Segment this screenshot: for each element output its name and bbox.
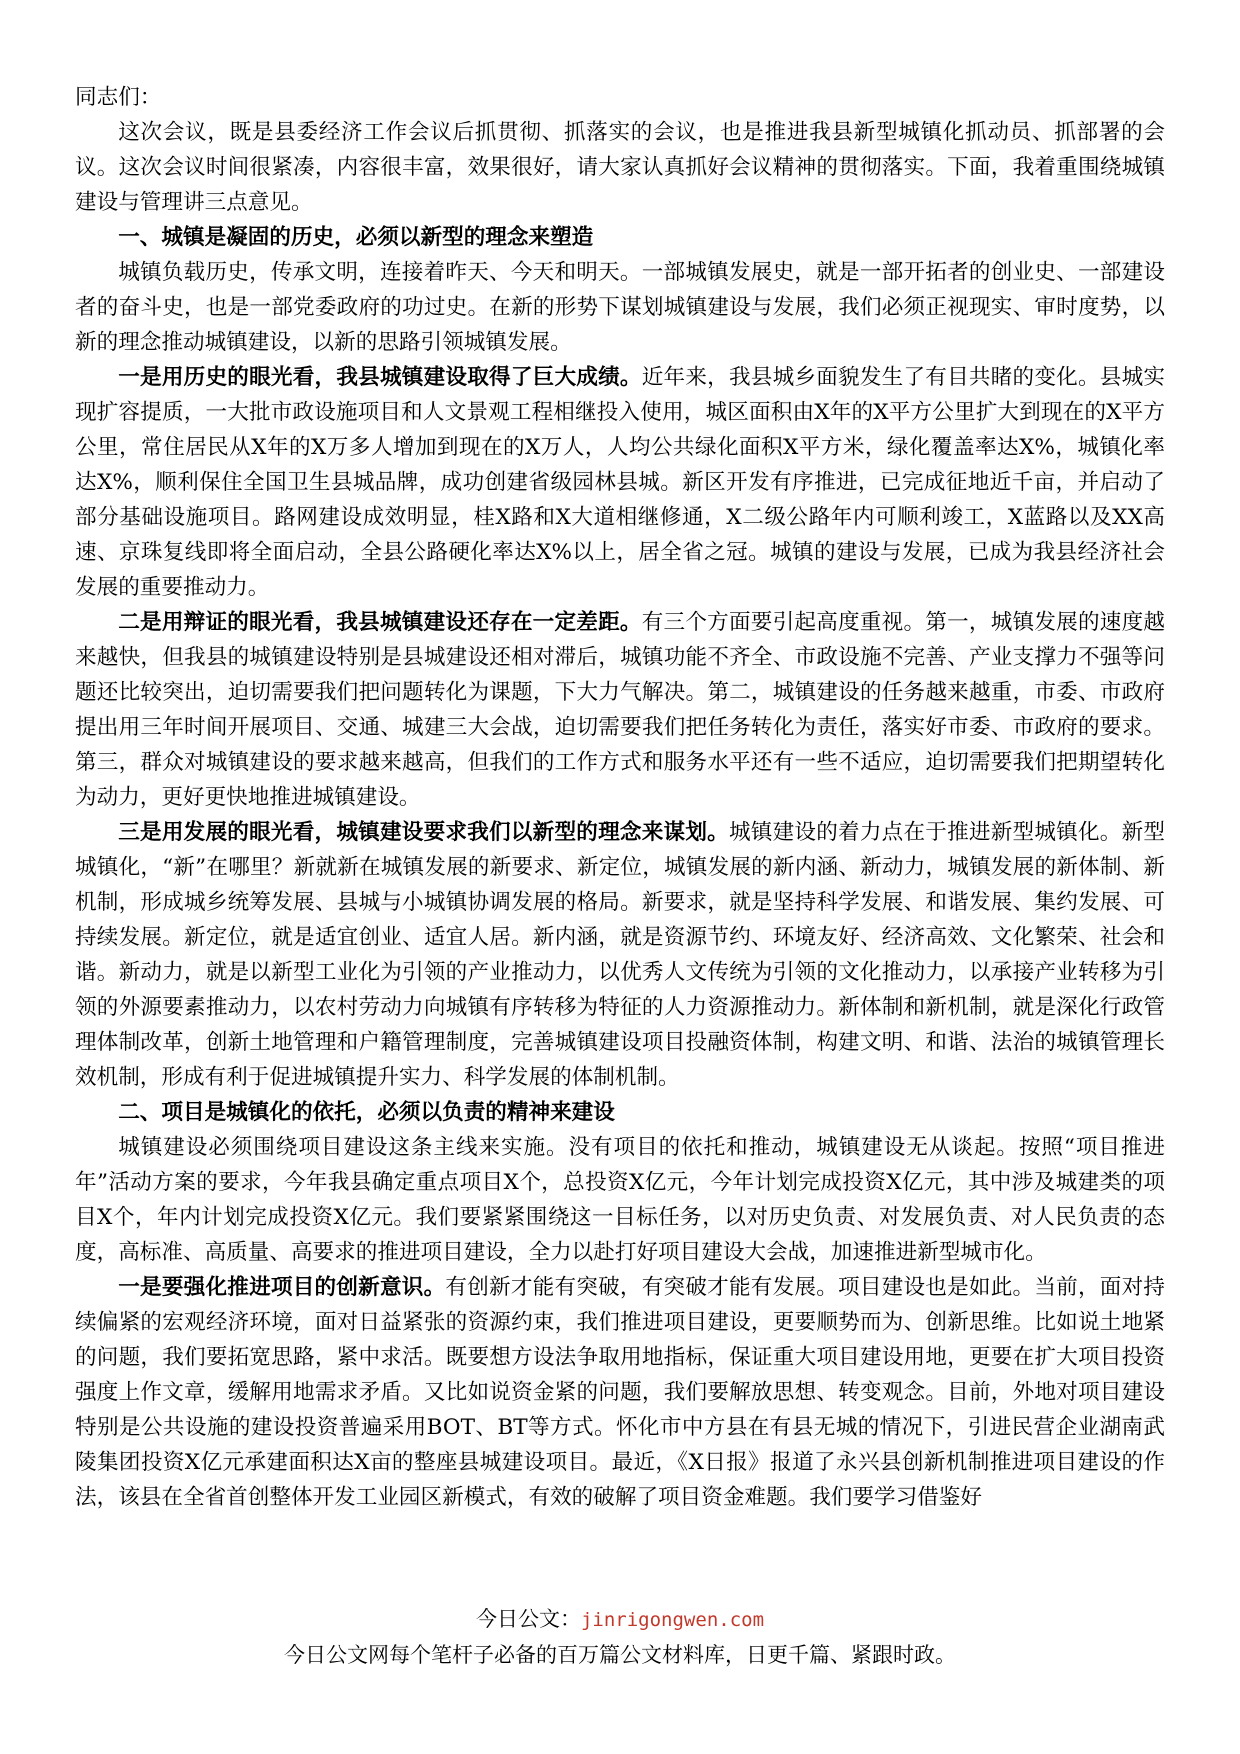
salutation: 同志们： bbox=[75, 85, 162, 110]
footer-brand: 今日公文 bbox=[475, 1607, 560, 1631]
paragraph-lead: 一是用历史的眼光看，我县城镇建设取得了巨大成绩。 bbox=[118, 365, 642, 390]
section-heading bbox=[75, 1095, 1165, 1130]
body-paragraph bbox=[75, 360, 1165, 605]
section-heading-text: 一、城镇是凝固的历史，必须以新型的理念来塑造 bbox=[118, 225, 594, 250]
paragraph-text: 城镇建设的着力点在于推进新型城镇化。新型城镇化，“新”在哪里？新就新在城镇发展的新要求、新定位，城镇发展的新内涵、新动力，城镇发展的新体制、新机制，形成城乡统筹发展、县城与小城镇协调发展的格局。新要求，就是坚持科学发展、和谐发展、集约发展、可持续发展。新定位，就是适宜创业、适宜人居。新内涵，就是资源节约、环境友好、经济高效、文化繁荣、社会和谐。新动力，就是以新型工业化为引领的产业推动力，以优秀人文传统为引领的文化推动力，以承接产业转移为引领的外源要素推动力，以农村劳动力向城镇有序转移为特征的人力资源推动力。新体制和新机制，就是深化行政管理体制改革，创新土地管理和户籍管理制度，完善城镇建设项目投融资体制，构建文明、和谐、法治的城镇管理长效机制，形成有利于促进城镇提升实力、科学发展的体制机制。 bbox=[75, 820, 1165, 1090]
body-paragraph bbox=[75, 605, 1165, 815]
section-intro-paragraph: 城镇负载历史，传承文明，连接着昨天、今天和明天。一部城镇发展史，就是一部开拓者的创业史、一部建设者的奋斗史，也是一部党委政府的功过史。在新的形势下谋划城镇建设与发展，我们必须正视现实、审时度势，以新的理念推动城镇建设，以新的思路引领城镇发展。 bbox=[75, 260, 1165, 355]
paragraph-text: 有创新才能有突破，有突破才能有发展。项目建设也是如此。当前，面对持续偏紧的宏观经济环境，面对日益紧张的资源约束，我们推进项目建设，更要顺势而为、创新思维。比如说土地紧的问题，我们要拓宽思路，紧中求活。既要想方设法争取用地指标，保证重大项目建设用地，更要在扩大项目投资强度上作文章，缓解用地需求矛盾。又比如说资金紧的问题，我们要解放思想、转变观念。目前，外地对项目建设特别是公共设施的建设投资普遍采用BOT、BT等方式。怀化市中方县在有县无城的情况下，引进民营企业湖南武陵集团投资X亿元承建面积达X亩的整座县城建设项目。最近，《X日报》报道了永兴县创新机制推进项目建设的作法，该县在全省首创整体开发工业园区新模式，有效的破解了项目资金难题。我们要学习借鉴好 bbox=[75, 1275, 1165, 1510]
paragraph-lead: 三是用发展的眼光看，城镇建设要求我们以新型的理念来谋划。 bbox=[118, 820, 729, 845]
paragraph-lead: 一是要强化推进项目的创新意识。 bbox=[118, 1275, 446, 1300]
footer-url-link[interactable]: jinrigongwen.com bbox=[580, 1609, 765, 1631]
section-intro-paragraph: 城镇建设必须围绕项目建设这条主线来实施。没有项目的依托和推动，城镇建设无从谈起。按照“项目推进年”活动方案的要求，今年我县确定重点项目X个，总投资X亿元，今年计划完成投资X亿元，其中涉及城建类的项目X个，年内计划完成投资X亿元。我们要紧紧围绕这一目标任务，以对历史负责、对发展负责、对人民负责的态度，高标准、高质量、高要求的推进项目建设，全力以赴打好项目建设大会战，加速推进新型城市化。 bbox=[75, 1135, 1165, 1265]
paragraph-text: 近年来，我县城乡面貌发生了有目共睹的变化。县城实现扩容提质，一大批市政设施项目和人文景观工程相继投入使用，城区面积由X年的X平方公里扩大到现在的X平方公里，常住居民从X年的X万多人增加到现在的X万人，人均公共绿化面积X平方米，绿化覆盖率达X%，城镇化率达X%，顺利保住全国卫生县城品牌，成功创建省级园林县城。新区开发有序推进，已完成征地近千亩，并启动了部分基础设施项目。路网建设成效明显，桂X路和X大道相继修通，X二级公路年内可顺利竣工，X蓝路以及XX高速、京珠复线即将全面启动，全县公路硬化率达X%以上，居全省之冠。城镇的建设与发展，已成为我县经济社会发展的重要推动力。 bbox=[75, 365, 1165, 600]
body-paragraph bbox=[75, 1270, 1165, 1515]
paragraph-text: 有三个方面要引起高度重视。第一，城镇发展的速度越来越快，但我县的城镇建设特别是县城建设还相对滞后，城镇功能不齐全、市政设施不完善、产业支撑力不强等问题还比较突出，迫切需要我们把问题转化为课题，下大力气解决。第二，城镇建设的任务越来越重，市委、市政府提出用三年时间开展项目、交通、城建三大会战，迫切需要我们把任务转化为责任，落实好市委、市政府的要求。第三，群众对城镇建设的要求越来越高，但我们的工作方式和服务水平还有一些不适应，迫切需要我们把期望转化为动力，更好更快地推进城镇建设。 bbox=[75, 610, 1165, 810]
footer-source bbox=[0, 1604, 1240, 1635]
footer-separator: ： bbox=[559, 1607, 581, 1631]
intro-paragraph: 这次会议，既是县委经济工作会议后抓贯彻、抓落实的会议，也是推进我县新型城镇化抓动员、抓部署的会议。这次会议时间很紧凑，内容很丰富，效果很好，请大家认真抓好会议精神的贯彻落实。下面，我着重围绕城镇建设与管理讲三点意见。 bbox=[75, 120, 1165, 215]
document-body bbox=[75, 80, 1165, 1515]
footer-tagline: 今日公文网每个笔杆子必备的百万篇公文材料库，日更千篇、紧跟时政。 bbox=[284, 1643, 956, 1667]
section-heading-text: 二、项目是城镇化的依托，必须以负责的精神来建设 bbox=[118, 1100, 615, 1125]
body-paragraph bbox=[75, 815, 1165, 1095]
paragraph-lead: 二是用辩证的眼光看，我县城镇建设还存在一定差距。 bbox=[118, 610, 642, 635]
section-heading bbox=[75, 220, 1165, 255]
